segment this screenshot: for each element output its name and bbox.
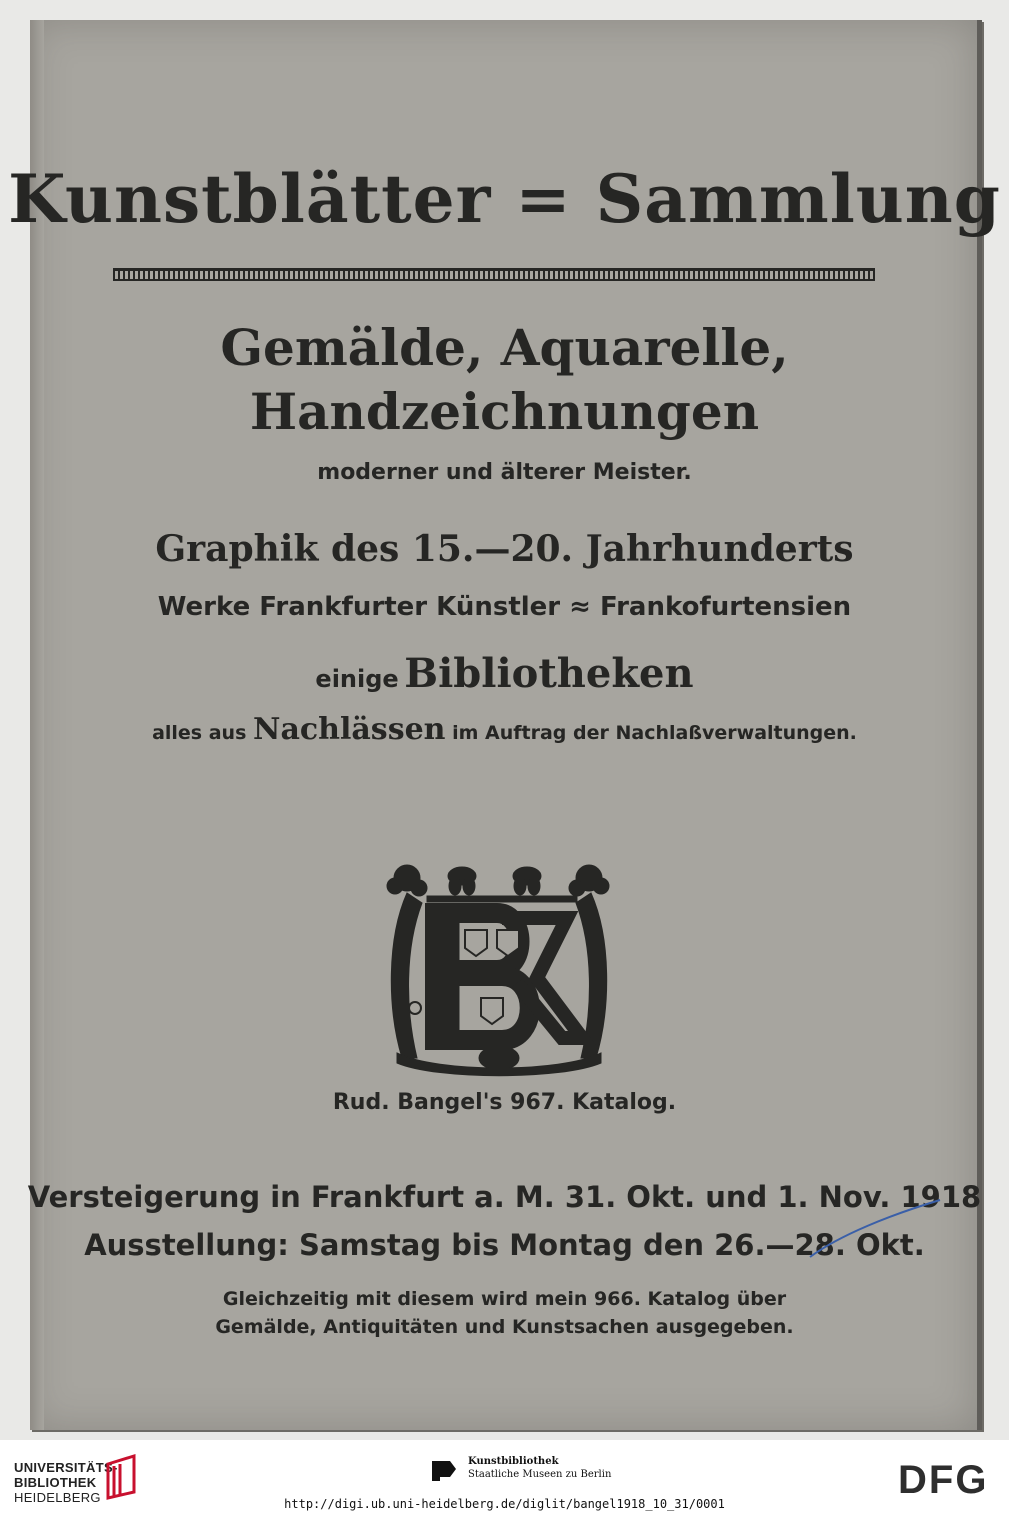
flower-mid-left-icon — [448, 867, 476, 895]
ub-line-1: UNIVERSITÄTS- — [14, 1460, 118, 1475]
graphik-heading: Graphik des 15.—20. Jahrhunderts — [155, 528, 854, 570]
cover-title: Kunstblätter = Sammlung — [8, 160, 1001, 238]
flower-left-icon — [387, 865, 427, 896]
source-url[interactable]: http://digi.ub.uni-heidelberg.de/diglit/bangel1918_10_31/0001 — [284, 1497, 725, 1511]
catalog-number: Rud. Bangel's 967. Katalog. — [332, 1090, 677, 1115]
einige-big: Bibliotheken — [404, 650, 694, 697]
subtitle-line-1: Gemälde, Aquarelle, — [220, 318, 789, 377]
ub-heidelberg-mark-icon — [104, 1452, 138, 1500]
einige-small: einige — [315, 665, 399, 693]
kb-sub: Staatliche Museen zu Berlin — [468, 1469, 612, 1480]
rb-monogram-emblem — [377, 858, 621, 1080]
alles-prefix: alles aus — [152, 722, 247, 744]
alles-suffix: im Auftrag der Nachlaßverwaltungen. — [452, 722, 857, 744]
einige-line — [0, 650, 1009, 697]
dfg-logo: DFG — [898, 1458, 989, 1502]
ub-line-3: HEIDELBERG — [14, 1490, 101, 1505]
flower-mid-right-icon — [513, 867, 541, 895]
note-line-2: Gemälde, Antiquitäten und Kunstsachen ausgegeben. — [215, 1316, 794, 1338]
ub-line-2: BIBLIOTHEK — [14, 1475, 97, 1490]
auction-line: Versteigerung in Frankfurt a. M. 31. Okt. und 1. Nov. 1918 — [27, 1180, 982, 1214]
title-rule — [113, 268, 875, 281]
kb-name: Kunstbibliothek — [468, 1456, 559, 1467]
flower-right-icon — [569, 865, 609, 896]
kunstbibliothek-logo — [468, 1455, 668, 1481]
subtitle-line-2: Handzeichnungen — [249, 382, 760, 441]
alles-line — [0, 712, 1009, 747]
subtitle-line-3: moderner und älterer Meister. — [317, 460, 692, 485]
pen-mark-icon — [800, 1195, 945, 1265]
exhibition-line: Ausstellung: Samstag bis Montag den 26.—28. Okt. — [84, 1228, 925, 1262]
kunstbibliothek-mark-icon — [430, 1455, 458, 1483]
werke-line: Werke Frankfurter Künstler ≈ Frankofurtensien — [157, 592, 852, 622]
note-line-1: Gleichzeitig mit diesem wird mein 966. Katalog über — [222, 1288, 787, 1310]
alles-big: Nachlässen — [253, 712, 446, 747]
